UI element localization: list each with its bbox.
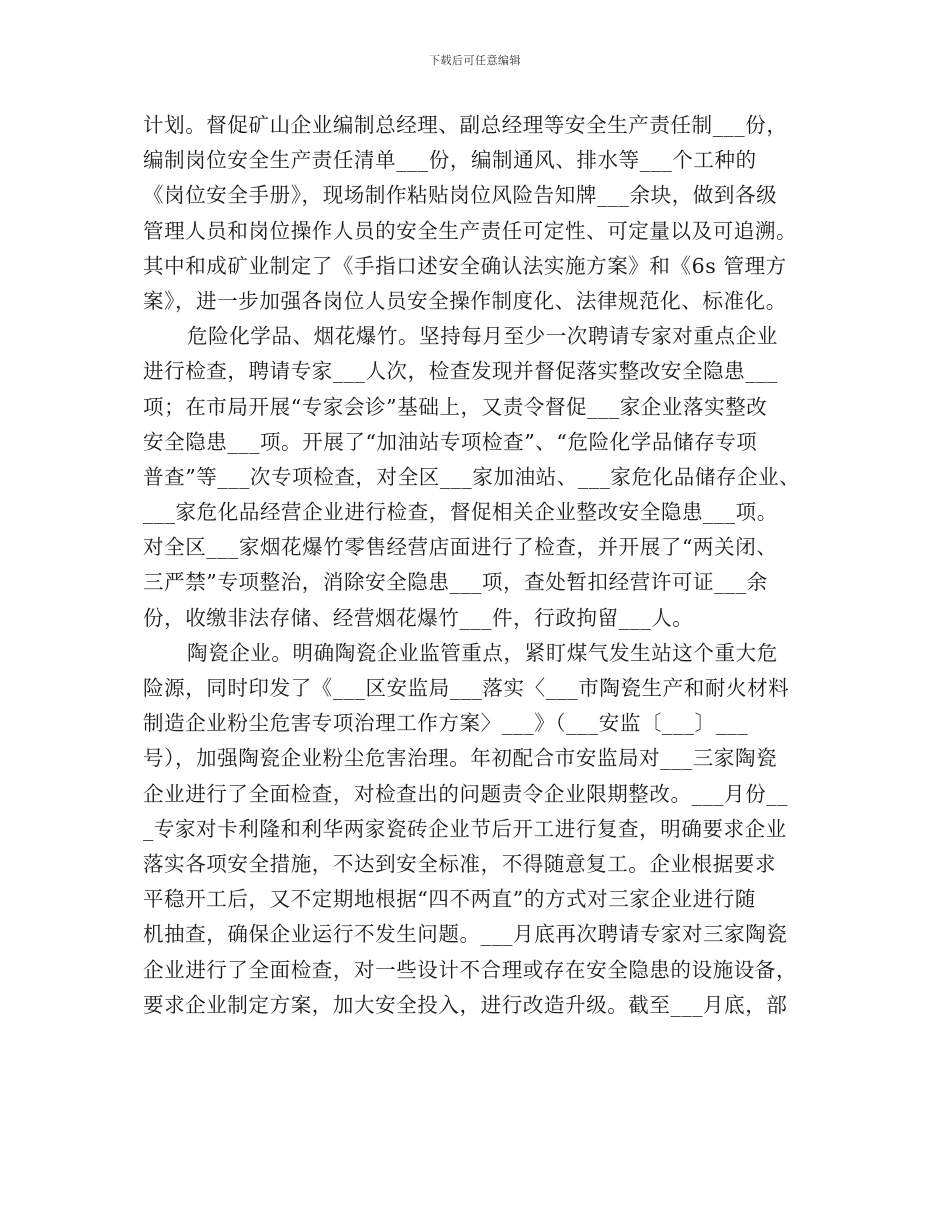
text-line: 安全隐患___项。开展了“加油站专项检查”、“危险化学品储存专项 xyxy=(143,429,758,454)
text-line: 进行检查，聘请专家___人次，检查发现并督促落实整改安全隐患___ xyxy=(143,359,778,384)
text-line: 普查”等___次专项检查，对全区___家加油站、___家危化品储存企业、 xyxy=(143,464,801,489)
text-line: 要求企业制定方案，加大安全投入，进行改造升级。截至___月底，部 xyxy=(143,992,788,1017)
text-line: 编制岗位安全生产责任清单___份，编制通风、排水等___个工种的 xyxy=(143,148,757,173)
text-line: 对全区___家烟花爆竹零售经营店面进行了检查，并开展了“两关闭、 xyxy=(143,535,778,560)
text-line: ___家危化品经营企业进行检查，督促相关企业整改安全隐患___项。 xyxy=(143,500,778,525)
text-line: 《岗位安全手册》，现场制作粘贴岗位风险告知牌___余块，做到各级 xyxy=(143,183,778,208)
text-line: 制造企业粉尘危害专项治理工作方案〉___》（___安监〔___〕___ xyxy=(143,711,749,736)
text-line: 管理人员和岗位操作人员的安全生产责任可定性、可定量以及可追溯。 xyxy=(143,218,798,243)
text-line: 险源，同时印发了《___区安监局___落实〈___市陶瓷生产和耐火材料 xyxy=(143,676,790,700)
paragraph-start-line: 陶瓷企业。明确陶瓷企业监管重点，紧盯煤气发生站这个重大危 xyxy=(187,640,778,665)
text-line: 项；在市局开展“专家会诊”基础上，又责令督促___家企业落实整改 xyxy=(143,394,768,419)
text-line: 平稳开工后，又不定期地根据“四不两直”的方式对三家企业进行随 xyxy=(143,887,756,912)
text-line: 三严禁”专项整治，消除安全隐患___项，查处暂扣经营许可证___余 xyxy=(143,570,768,595)
text-line: 其中和成矿业制定了《手指口述安全确认法实施方案》和《6s 管理方 xyxy=(143,253,787,278)
text-line: 份，收缴非法存储、经营烟花爆竹___件，行政拘留___人。 xyxy=(143,605,694,630)
text-line: 企业进行了全面检查，对检查出的问题责令企业限期整改。___月份__ xyxy=(143,781,789,806)
text-line: 企业进行了全面检查，对一些设计不合理或存在安全隐患的设施设备， xyxy=(143,957,798,982)
text-line: 案》，进一步加强各岗位人员安全操作制度化、法律规范化、标准化。 xyxy=(143,288,787,313)
document-body xyxy=(143,108,815,1023)
text-line: 号），加强陶瓷企业粉尘危害治理。年初配合市安监局对___三家陶瓷 xyxy=(143,746,778,771)
paragraph-start-line: 危险化学品、烟花爆竹。坚持每月至少一次聘请专家对重点企业 xyxy=(187,324,778,349)
text-line: _专家对卡利隆和利华两家瓷砖企业节后开工进行复查，明确要求企业 xyxy=(143,816,787,841)
text-line: 落实各项安全措施，不达到安全标准，不得随意复工。企业根据要求 xyxy=(143,851,776,876)
text-line: 机抽查，确保企业运行不发生问题。___月底再次聘请专家对三家陶瓷 xyxy=(143,922,788,947)
page-header: 下载后可任意编辑 xyxy=(429,54,521,67)
text-line: 计划。督促矿山企业编制总经理、副总经理等安全生产责任制___份， xyxy=(143,113,788,137)
